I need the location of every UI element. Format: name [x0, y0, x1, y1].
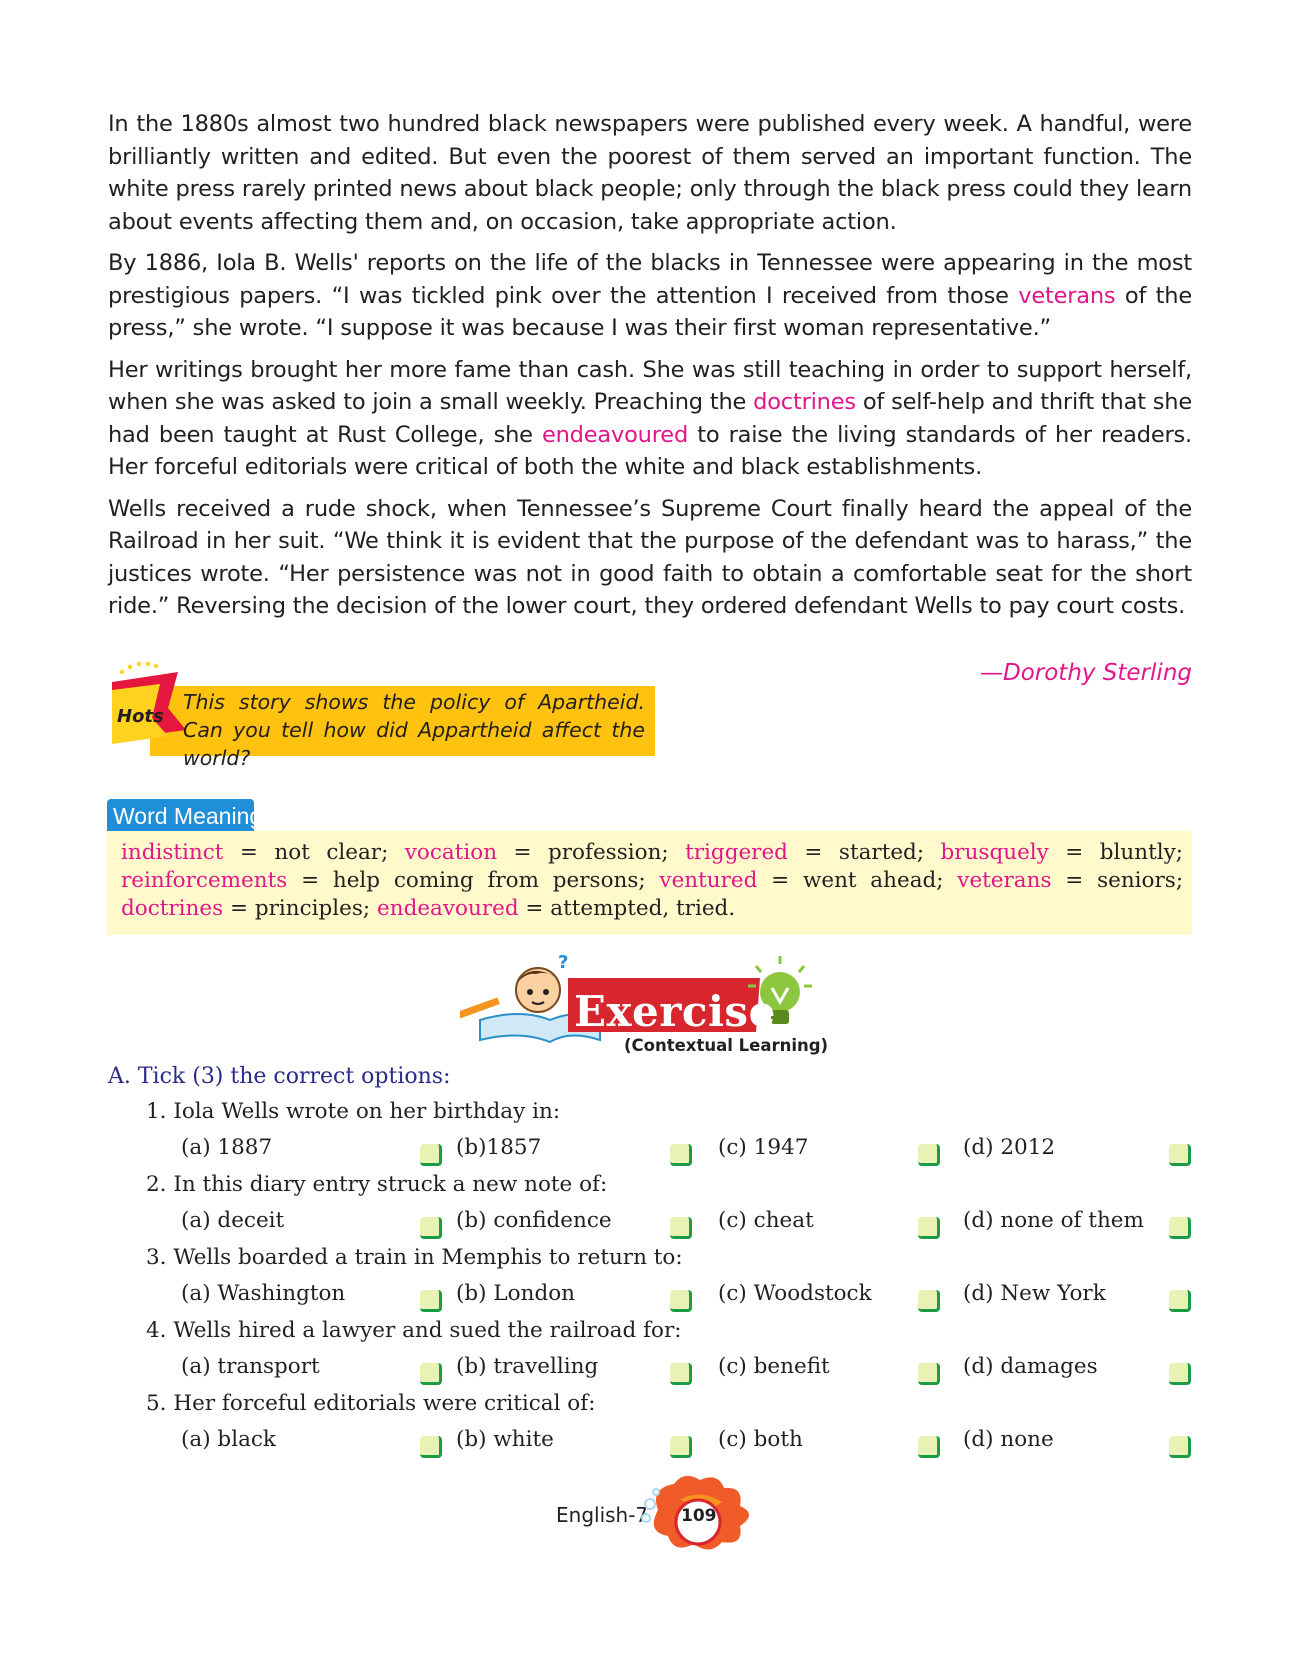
paragraph-2: [108, 247, 1192, 345]
paragraph-2-text-b: of the press,” she wrote. “I suppose it was because I was their first woman representative.”: [108, 282, 1192, 341]
section-a-heading: A. Tick (3) the correct options:: [108, 1064, 451, 1089]
paragraph-3-text-b: of self-help and thrift that she had been taught at Rust College, she: [108, 389, 1193, 448]
tick-box[interactable]: [670, 1217, 692, 1239]
word-meaning-title: Word Meaning: [113, 803, 263, 829]
hots-question: This story shows the policy of Apartheid. Can you tell how did Appartheid affect the world?: [183, 690, 645, 770]
exercise-title: Exercise: [574, 987, 776, 1036]
author-credit: —Dorothy Sterling: [979, 660, 1192, 686]
tick-box[interactable]: [1169, 1290, 1191, 1312]
option-2a: (a) deceit: [181, 1208, 285, 1233]
tick-box[interactable]: [1169, 1363, 1191, 1385]
highlight-veterans: veterans: [1018, 282, 1116, 309]
glossary-meaning: went ahead: [802, 868, 937, 893]
tick-box[interactable]: [918, 1363, 940, 1385]
option-3a: (a) Washington: [181, 1281, 346, 1306]
option-2d: (d) none of them: [963, 1208, 1144, 1233]
page-number: 109: [681, 1506, 717, 1526]
glossary-word: veterans: [957, 868, 1052, 893]
tick-box[interactable]: [420, 1144, 442, 1166]
glossary-meaning: seniors: [1097, 868, 1176, 893]
tick-box[interactable]: [1169, 1217, 1191, 1239]
tick-box[interactable]: [918, 1217, 940, 1239]
glossary-meaning: not clear: [274, 840, 382, 865]
question-4: 4. Wells hired a lawyer and sued the railroad for:: [146, 1318, 682, 1343]
glossary-word: ventured: [659, 868, 758, 893]
option-3b: (b) London: [456, 1281, 575, 1306]
glossary-meaning: bluntly: [1099, 840, 1176, 865]
option-4b: (b) travelling: [456, 1354, 599, 1379]
highlight-endeavoured: endeavoured: [541, 421, 689, 448]
glossary-word: doctrines: [121, 896, 224, 921]
tick-box[interactable]: [420, 1217, 442, 1239]
glossary-word: indistinct: [121, 840, 224, 865]
paragraph-2-text-a: By 1886, Iola B. Wells' reports on the life of the blacks in Tennessee were appearing in the most prestigious papers. “I was tickled pink over the attention I received from those: [108, 250, 1192, 309]
paragraph-1: In the 1880s almost two hundred black newspapers were published every week. A handful, were brilliantly written and edited. But even the poorest of them served an important function. The white press rarely printed news about black people; only through the black press could they learn about events affecting them and, on occasion, take appropriate action.: [108, 111, 1192, 235]
tick-box[interactable]: [420, 1363, 442, 1385]
option-1b: (b)1857: [456, 1135, 542, 1160]
option-1a: (a) 1887: [181, 1135, 273, 1160]
option-1d: (d) 2012: [963, 1135, 1056, 1160]
glossary-meaning: attempted, tried.: [550, 896, 736, 921]
glossary-meaning: help coming from persons: [332, 868, 639, 893]
question-5: 5. Her forceful editorials were critical of:: [146, 1391, 596, 1416]
highlight-doctrines: doctrines: [753, 389, 856, 415]
option-3c: (c) Woodstock: [718, 1281, 872, 1306]
tick-box[interactable]: [670, 1144, 692, 1166]
tick-box[interactable]: [420, 1436, 442, 1458]
option-2b: (b) confidence: [456, 1208, 612, 1233]
tick-box[interactable]: [1169, 1436, 1191, 1458]
question-3: 3. Wells boarded a train in Memphis to return to:: [146, 1245, 683, 1270]
option-2c: (c) cheat: [718, 1208, 814, 1233]
option-3d: (d) New York: [963, 1281, 1106, 1306]
glossary-word: reinforcements: [121, 868, 288, 893]
option-5c: (c) both: [718, 1427, 803, 1452]
glossary-meaning: profession: [548, 840, 662, 865]
hots-label: Hots: [117, 706, 164, 727]
tick-box[interactable]: [670, 1436, 692, 1458]
paragraph-3-text-c: to raise the living standards of her readers. Her forceful editorials were critical of both the white and black establishments.: [108, 421, 1193, 480]
option-4a: (a) transport: [181, 1354, 320, 1379]
glossary-meaning: started: [838, 840, 917, 865]
paragraph-4: Wells received a rude shock, when Tennessee’s Supreme Court finally heard the appeal of the Railroad in her suit. “We think it is evident that the purpose of the defendant was to harass,” the justices wrote. “Her persistence was not in good faith to obtain a comfortable seat for the short ride.” Reversing the decision of the lower court, they ordered defendant Wells to pay court costs.: [108, 495, 1192, 619]
svg-text:?: ?: [558, 952, 569, 973]
tick-box[interactable]: [420, 1290, 442, 1312]
question-1: 1. Iola Wells wrote on her birthday in:: [146, 1099, 561, 1124]
glossary-word: endeavoured: [377, 896, 519, 921]
tick-box[interactable]: [670, 1363, 692, 1385]
paragraph-3: [108, 354, 1192, 484]
option-4d: (d) damages: [963, 1354, 1098, 1379]
word-meaning-list: indistinct = not clear; vocation = profession; triggered = started; brusquely = bluntly; reinforcements = help coming from persons; ventured = went ahead; veterans = seniors; doctrines = principles; endeavoured = attempted, tried.: [121, 840, 1184, 921]
book-title: English-7: [556, 1503, 649, 1527]
tick-box[interactable]: [670, 1290, 692, 1312]
glossary-meaning: principles: [254, 896, 363, 921]
option-5d: (d) none: [963, 1427, 1054, 1452]
option-4c: (c) benefit: [718, 1354, 830, 1379]
option-5a: (a) black: [181, 1427, 276, 1452]
glossary-word: triggered: [685, 840, 788, 865]
exercise-subtitle: (Contextual Learning): [624, 1036, 829, 1055]
tick-box[interactable]: [918, 1436, 940, 1458]
passage: [108, 108, 1192, 632]
tick-box[interactable]: [918, 1290, 940, 1312]
question-2: 2. In this diary entry struck a new note of:: [146, 1172, 608, 1197]
option-1c: (c) 1947: [718, 1135, 809, 1160]
glossary-word: brusquely: [940, 840, 1049, 865]
paragraph-3-text-a: Her writings brought her more fame than cash. She was still teaching in order to support herself, when she was asked to join a small weekly. Preaching the: [108, 356, 1192, 415]
tick-box[interactable]: [1169, 1144, 1191, 1166]
option-5b: (b) white: [456, 1427, 554, 1452]
glossary-word: vocation: [404, 840, 498, 865]
tick-box[interactable]: [918, 1144, 940, 1166]
